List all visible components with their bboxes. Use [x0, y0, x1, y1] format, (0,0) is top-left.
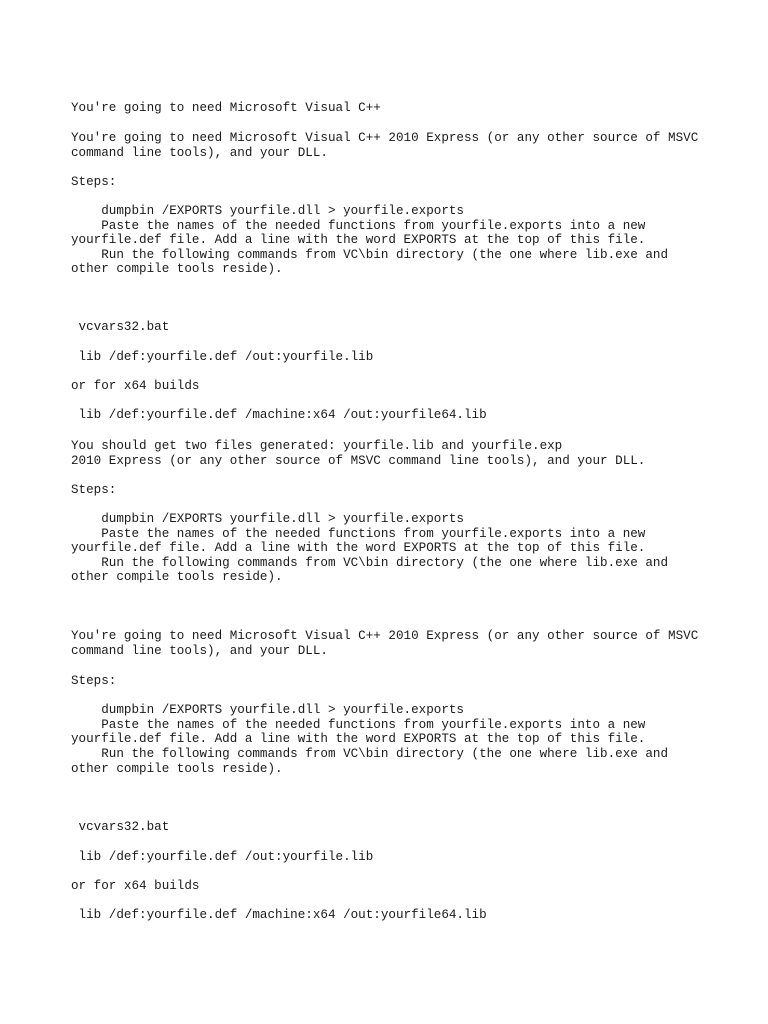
- text-line: Run the following commands from VC\bin directory (the one where lib.exe and: [71, 248, 669, 262]
- text-line: other compile tools reside).: [71, 762, 283, 776]
- text-line: other compile tools reside).: [71, 570, 283, 584]
- text-line: dumpbin /EXPORTS yourfile.dll > yourfile.exports: [71, 204, 464, 218]
- command-line: vcvars32.bat: [71, 820, 170, 834]
- text-line: or for x64 builds: [71, 379, 200, 393]
- text-line: You're going to need Microsoft Visual C++ 2010 Express (or any other source of MSVC: [71, 131, 699, 145]
- text-line: You're going to need Microsoft Visual C++ 2010 Express (or any other source of MSVC: [71, 629, 699, 643]
- text-line: Run the following commands from VC\bin directory (the one where lib.exe and: [71, 556, 669, 570]
- text-line: You should get two files generated: yourfile.lib and yourfile.exp: [71, 439, 563, 453]
- command-line: lib /def:yourfile.def /out:yourfile.lib: [71, 850, 374, 864]
- text-line: Paste the names of the needed functions from yourfile.exports into a new: [71, 527, 646, 541]
- text-line: dumpbin /EXPORTS yourfile.dll > yourfile.exports: [71, 703, 464, 717]
- command-line: lib /def:yourfile.def /machine:x64 /out:yourfile64.lib: [71, 908, 487, 922]
- text-line: Run the following commands from VC\bin directory (the one where lib.exe and: [71, 747, 669, 761]
- text-line: yourfile.def file. Add a line with the word EXPORTS at the top of this file.: [71, 541, 646, 555]
- steps-label: Steps:: [71, 483, 117, 497]
- text-line: other compile tools reside).: [71, 262, 283, 276]
- text-line: Paste the names of the needed functions from yourfile.exports into a new: [71, 718, 646, 732]
- command-line: lib /def:yourfile.def /out:yourfile.lib: [71, 350, 374, 364]
- text-line: yourfile.def file. Add a line with the word EXPORTS at the top of this file.: [71, 732, 646, 746]
- steps-label: Steps:: [71, 175, 117, 189]
- command-line: vcvars32.bat: [71, 320, 170, 334]
- text-line: yourfile.def file. Add a line with the word EXPORTS at the top of this file.: [71, 233, 646, 247]
- text-line: dumpbin /EXPORTS yourfile.dll > yourfile.exports: [71, 512, 464, 526]
- text-line: Paste the names of the needed functions from yourfile.exports into a new: [71, 219, 646, 233]
- text-line: or for x64 builds: [71, 879, 200, 893]
- text-line: 2010 Express (or any other source of MSVC command line tools), and your DLL.: [71, 454, 646, 468]
- command-line: lib /def:yourfile.def /machine:x64 /out:yourfile64.lib: [71, 408, 487, 422]
- steps-label: Steps:: [71, 674, 117, 688]
- heading-line: You're going to need Microsoft Visual C++: [71, 101, 381, 115]
- text-line: command line tools), and your DLL.: [71, 644, 328, 658]
- text-line: command line tools), and your DLL.: [71, 146, 328, 160]
